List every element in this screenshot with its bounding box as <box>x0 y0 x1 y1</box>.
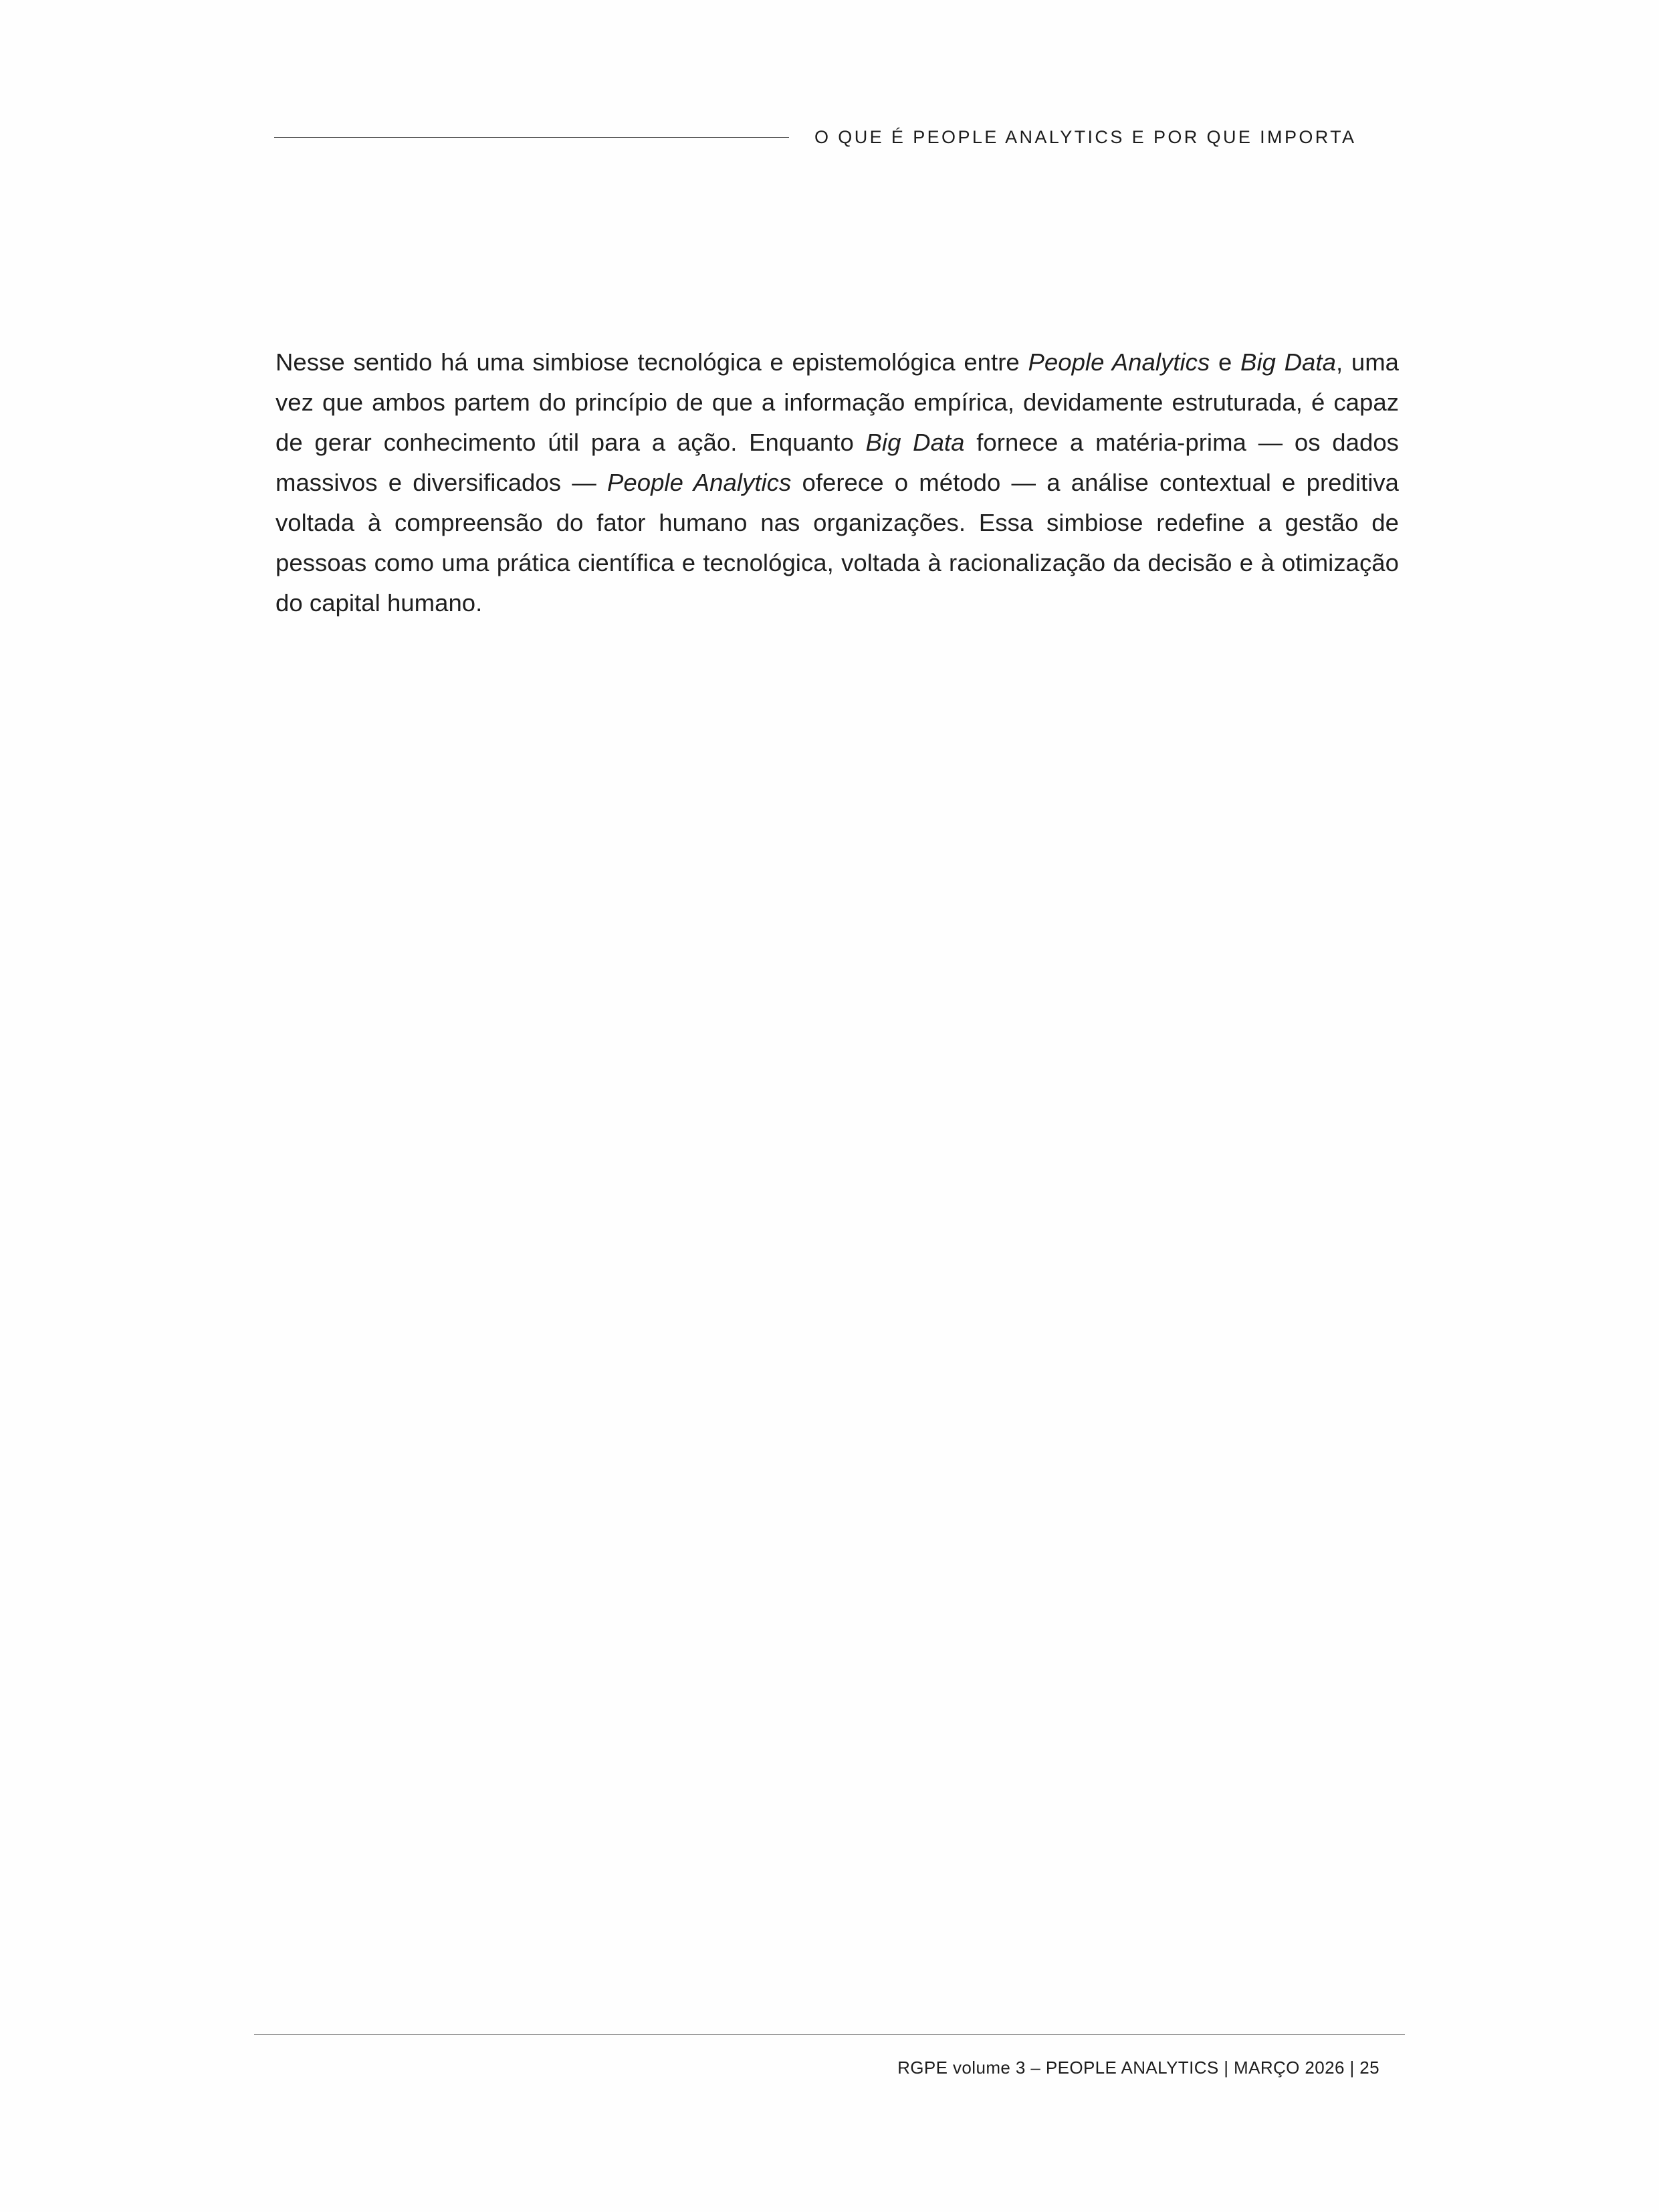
body-content <box>275 342 1399 623</box>
running-head-rule <box>274 137 789 138</box>
running-head-label: O QUE É PEOPLE ANALYTICS E POR QUE IMPORTA <box>814 127 1357 147</box>
running-head <box>274 127 1385 148</box>
footer-meta: RGPE volume 3 – PEOPLE ANALYTICS | MARÇO 2026 | 25 <box>897 2058 1379 2078</box>
footer-rule <box>254 2034 1405 2035</box>
body-paragraph: Nesse sentido há uma simbiose tecnológica e epistemológica entre People Analytics e Big Data, uma vez que ambos partem do princípio de que a informação empírica, devidamente estruturada, é capaz de gerar conhecimento útil para a ação. Enquanto Big Data fornece a matéria-prima — os dados massivos e diversificados — People Analytics oferece o método — a análise contextual e preditiva voltada à compreensão do fator humano nas organizações. Essa simbiose redefine a gestão de pessoas como uma prática científica e tecnológica, voltada à racionalização da decisão e à otimização do capital humano. <box>275 348 1400 617</box>
page-footer <box>254 2034 1405 2078</box>
